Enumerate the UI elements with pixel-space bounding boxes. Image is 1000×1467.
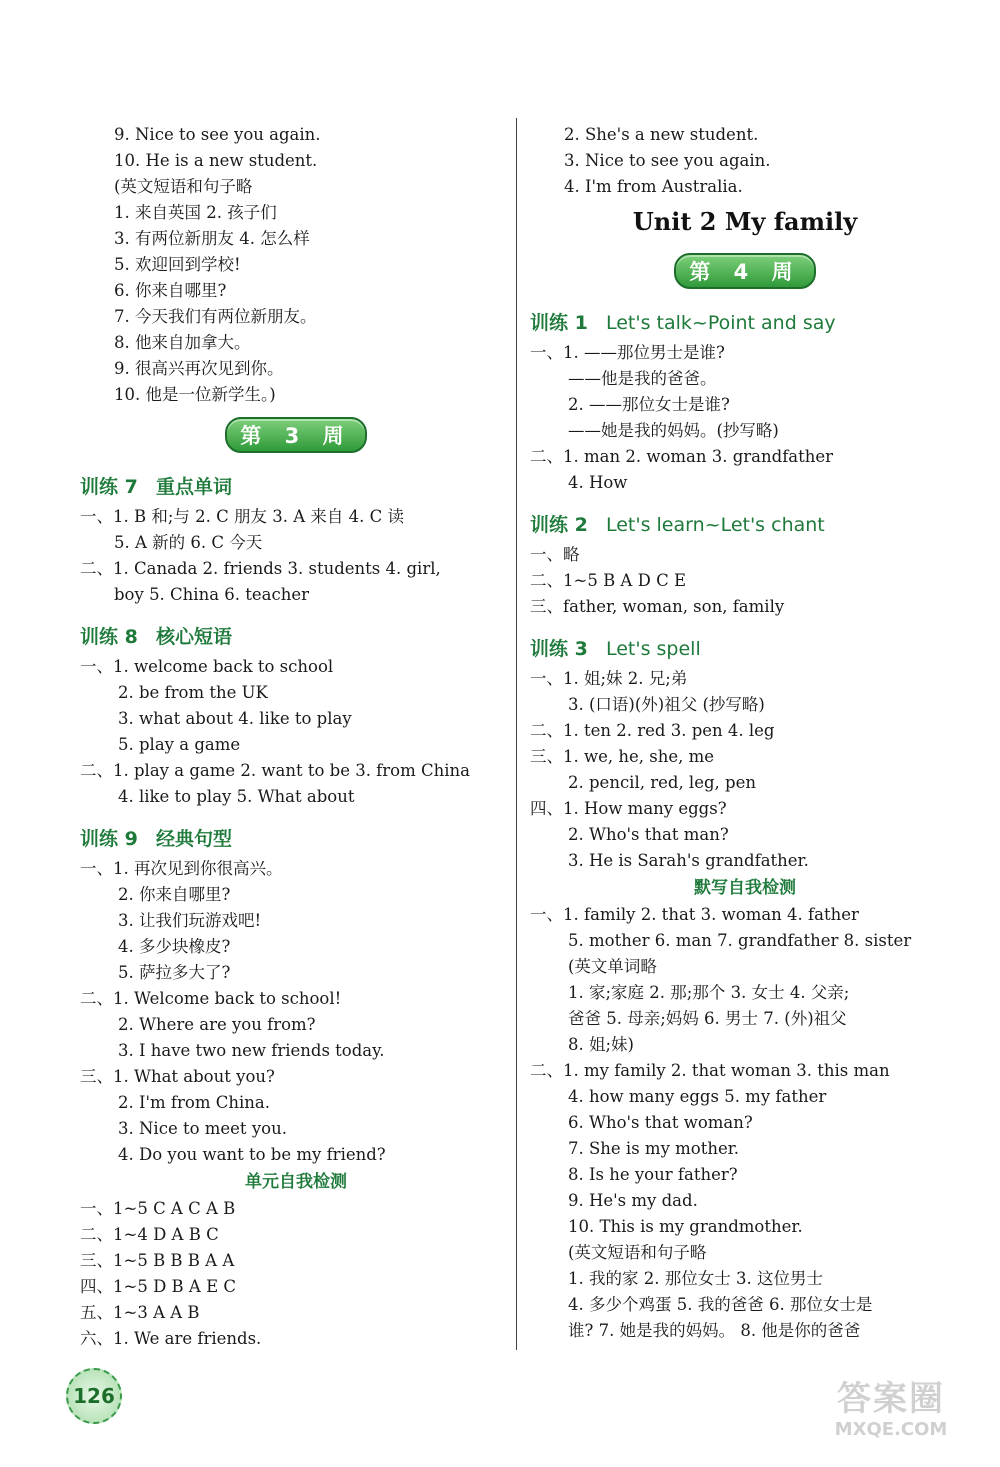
answer-line: 3. (口语)(外)祖父 (抄写略) [568, 695, 765, 714]
right-column [530, 122, 960, 1344]
section-1-heading [530, 306, 960, 340]
unit-title: Unit 2 My family [632, 207, 858, 236]
section-3-number: 训练 3 [530, 638, 588, 660]
answer-line: 4. How [568, 473, 628, 492]
answer-line: ——她是我的妈妈。(抄写略) [568, 421, 779, 440]
answer-line: 2. be from the UK [118, 683, 268, 702]
answer-line: 一、略 [530, 545, 580, 564]
watermark-url: MXQE.COM [834, 1419, 948, 1440]
answer-line: 一、1. 姐;妹 2. 兄;弟 [530, 669, 688, 688]
section-8-number: 训练 8 [80, 626, 138, 648]
section-7-number: 训练 7 [80, 476, 138, 498]
answer-line: 二、1~4 D A B C [80, 1225, 219, 1244]
answer-line: 7. 今天我们有两位新朋友。 [114, 307, 317, 326]
section-9-heading [80, 822, 512, 856]
answer-line: 2. ——那位女士是谁? [568, 395, 730, 414]
answer-line: 8. 姐;妹) [568, 1035, 634, 1054]
answer-line: 2. I'm from China. [118, 1093, 270, 1112]
answer-line: 2. pencil, red, leg, pen [568, 773, 756, 792]
section-9-number: 训练 9 [80, 828, 138, 850]
answer-line: 9. Nice to see you again. [114, 125, 321, 144]
answer-line: 9. 很高兴再次见到你。 [114, 359, 284, 378]
answer-line: 三、1. What about you? [80, 1067, 275, 1086]
column-divider [516, 118, 517, 1350]
answer-line: 6. 你来自哪里? [114, 281, 227, 300]
answer-line: 三、1~5 B B B A A [80, 1251, 235, 1270]
answer-line: 4. like to play 5. What about [118, 787, 355, 806]
answer-line: 2. 你来自哪里? [118, 885, 231, 904]
answer-line: 五、1~3 A A B [80, 1303, 200, 1322]
dictation-self-test-title: 默写自我检测 [694, 878, 796, 898]
week-4-banner [530, 248, 960, 294]
answer-line: 2. Who's that man? [568, 825, 729, 844]
page-number-badge [66, 1368, 122, 1424]
week-3-badge: 第 3 周 [225, 417, 367, 453]
answer-line: 1. 我的家 2. 那位女士 3. 这位男士 [568, 1269, 823, 1288]
site-watermark [816, 1379, 966, 1449]
answer-line: 一、1. ——那位男士是谁? [530, 343, 725, 362]
answer-line: 2. Where are you from? [118, 1015, 316, 1034]
section-7-answers [80, 504, 512, 608]
section-1-number: 训练 1 [530, 312, 588, 334]
answer-line: 5. 萨拉多大了? [118, 963, 231, 982]
answer-line: 4. 多少块橡皮? [118, 937, 231, 956]
answer-line: (英文单词略 [568, 957, 657, 976]
answer-line: 7. She is my mother. [568, 1139, 740, 1158]
answer-line: 二、1. play a game 2. want to be 3. from China [80, 761, 470, 780]
watermark-logo-text: 答案圈 [837, 1379, 945, 1419]
answer-line: (英文短语和句子略 [568, 1243, 707, 1262]
answer-line: 5. A 新的 6. C 今天 [114, 533, 263, 552]
answer-line: 5. play a game [118, 735, 241, 754]
left-top-block [80, 122, 512, 408]
answer-line: 3. Nice to see you again. [564, 151, 771, 170]
section-8-answers [80, 654, 512, 810]
answer-line: 二、1. ten 2. red 3. pen 4. leg [530, 721, 775, 740]
unit-self-test-answers [80, 1196, 512, 1352]
dictation-self-test-answers [530, 902, 960, 1344]
answer-line: 10. He is a new student. [114, 151, 318, 170]
answer-line: 6. Who's that woman? [568, 1113, 753, 1132]
left-column [80, 122, 512, 1352]
answer-line: 3. what about 4. like to play [118, 709, 352, 728]
answer-line: 10. 他是一位新学生。) [114, 385, 276, 404]
answer-line: ——他是我的爸爸。 [568, 369, 717, 388]
section-7-title: 重点单词 [155, 476, 232, 498]
section-7-heading [80, 470, 512, 504]
week-4-badge: 第 4 周 [674, 253, 816, 289]
answer-line: boy 5. China 6. teacher [114, 585, 310, 604]
section-3-answers [530, 666, 960, 874]
right-top-block [530, 122, 960, 200]
answer-line: 4. how many eggs 5. my father [568, 1087, 827, 1106]
section-8-title: 核心短语 [155, 626, 232, 648]
answer-line: 一、1. B 和;与 2. C 朋友 3. A 来自 4. C 读 [80, 507, 405, 526]
unit-self-test-title: 单元自我检测 [245, 1172, 347, 1192]
answer-line: 8. Is he your father? [568, 1165, 738, 1184]
answer-line: 二、1. man 2. woman 3. grandfather [530, 447, 834, 466]
answer-line: 一、1~5 C A C A B [80, 1199, 236, 1218]
answer-line: 10. This is my grandmother. [568, 1217, 803, 1236]
answer-line: 5. mother 6. man 7. grandfather 8. sister [568, 931, 912, 950]
answer-line: 3. 让我们玩游戏吧! [118, 911, 262, 930]
answer-line: 三、father, woman, son, family [530, 597, 785, 616]
answer-line: 9. He's my dad. [568, 1191, 698, 1210]
answer-line: 8. 他来自加拿大。 [114, 333, 251, 352]
answer-line: 四、1. How many eggs? [530, 799, 727, 818]
answer-line: 3. I have two new friends today. [118, 1041, 385, 1060]
answer-line: 谁? 7. 她是我的妈妈。 8. 他是你的爸爸 [568, 1321, 861, 1340]
answer-line: 一、1. welcome back to school [80, 657, 334, 676]
answer-line: 二、1~5 B A D C E [530, 571, 686, 590]
answer-line: 二、1. Canada 2. friends 3. students 4. girl, [80, 559, 441, 578]
answer-line: 2. She's a new student. [564, 125, 759, 144]
section-2-answers [530, 542, 960, 620]
answer-line: 爸爸 5. 母亲;妈妈 6. 男士 7. (外)祖父 [568, 1009, 847, 1028]
answer-line: 一、1. 再次见到你很高兴。 [80, 859, 283, 878]
answer-line: 六、1. We are friends. [80, 1329, 262, 1348]
section-3-title: Let's spell [605, 638, 701, 660]
answer-line: 4. I'm from Australia. [564, 177, 743, 196]
answer-line: 3. 有两位新朋友 4. 怎么样 [114, 229, 310, 248]
section-3-heading [530, 632, 960, 666]
section-2-title: Let's learn~Let's chant [605, 514, 825, 536]
answer-line: 四、1~5 D B A E C [80, 1277, 236, 1296]
answer-line: 5. 欢迎回到学校! [114, 255, 241, 274]
section-2-number: 训练 2 [530, 514, 588, 536]
answer-line: 4. 多少个鸡蛋 5. 我的爸爸 6. 那位女士是 [568, 1295, 873, 1314]
answer-line: 1. 家;家庭 2. 那;那个 3. 女士 4. 父亲; [568, 983, 850, 1002]
answer-line: 3. Nice to meet you. [118, 1119, 287, 1138]
answer-line: 4. Do you want to be my friend? [118, 1145, 386, 1164]
answer-line: 一、1. family 2. that 3. woman 4. father [530, 905, 859, 924]
section-9-title: 经典句型 [155, 828, 232, 850]
answer-line: 三、1. we, he, she, me [530, 747, 715, 766]
section-9-answers [80, 856, 512, 1168]
week-3-banner [80, 412, 512, 458]
answer-line: 二、1. Welcome back to school! [80, 989, 342, 1008]
answer-line: 3. He is Sarah's grandfather. [568, 851, 809, 870]
section-2-heading [530, 508, 960, 542]
section-8-heading [80, 620, 512, 654]
section-1-answers [530, 340, 960, 496]
answer-line: 二、1. my family 2. that woman 3. this man [530, 1061, 890, 1080]
answer-line: (英文短语和句子略 [114, 177, 253, 196]
page-number: 126 [73, 1384, 115, 1408]
answer-line: 1. 来自英国 2. 孩子们 [114, 203, 277, 222]
section-1-title: Let's talk~Point and say [605, 312, 836, 334]
